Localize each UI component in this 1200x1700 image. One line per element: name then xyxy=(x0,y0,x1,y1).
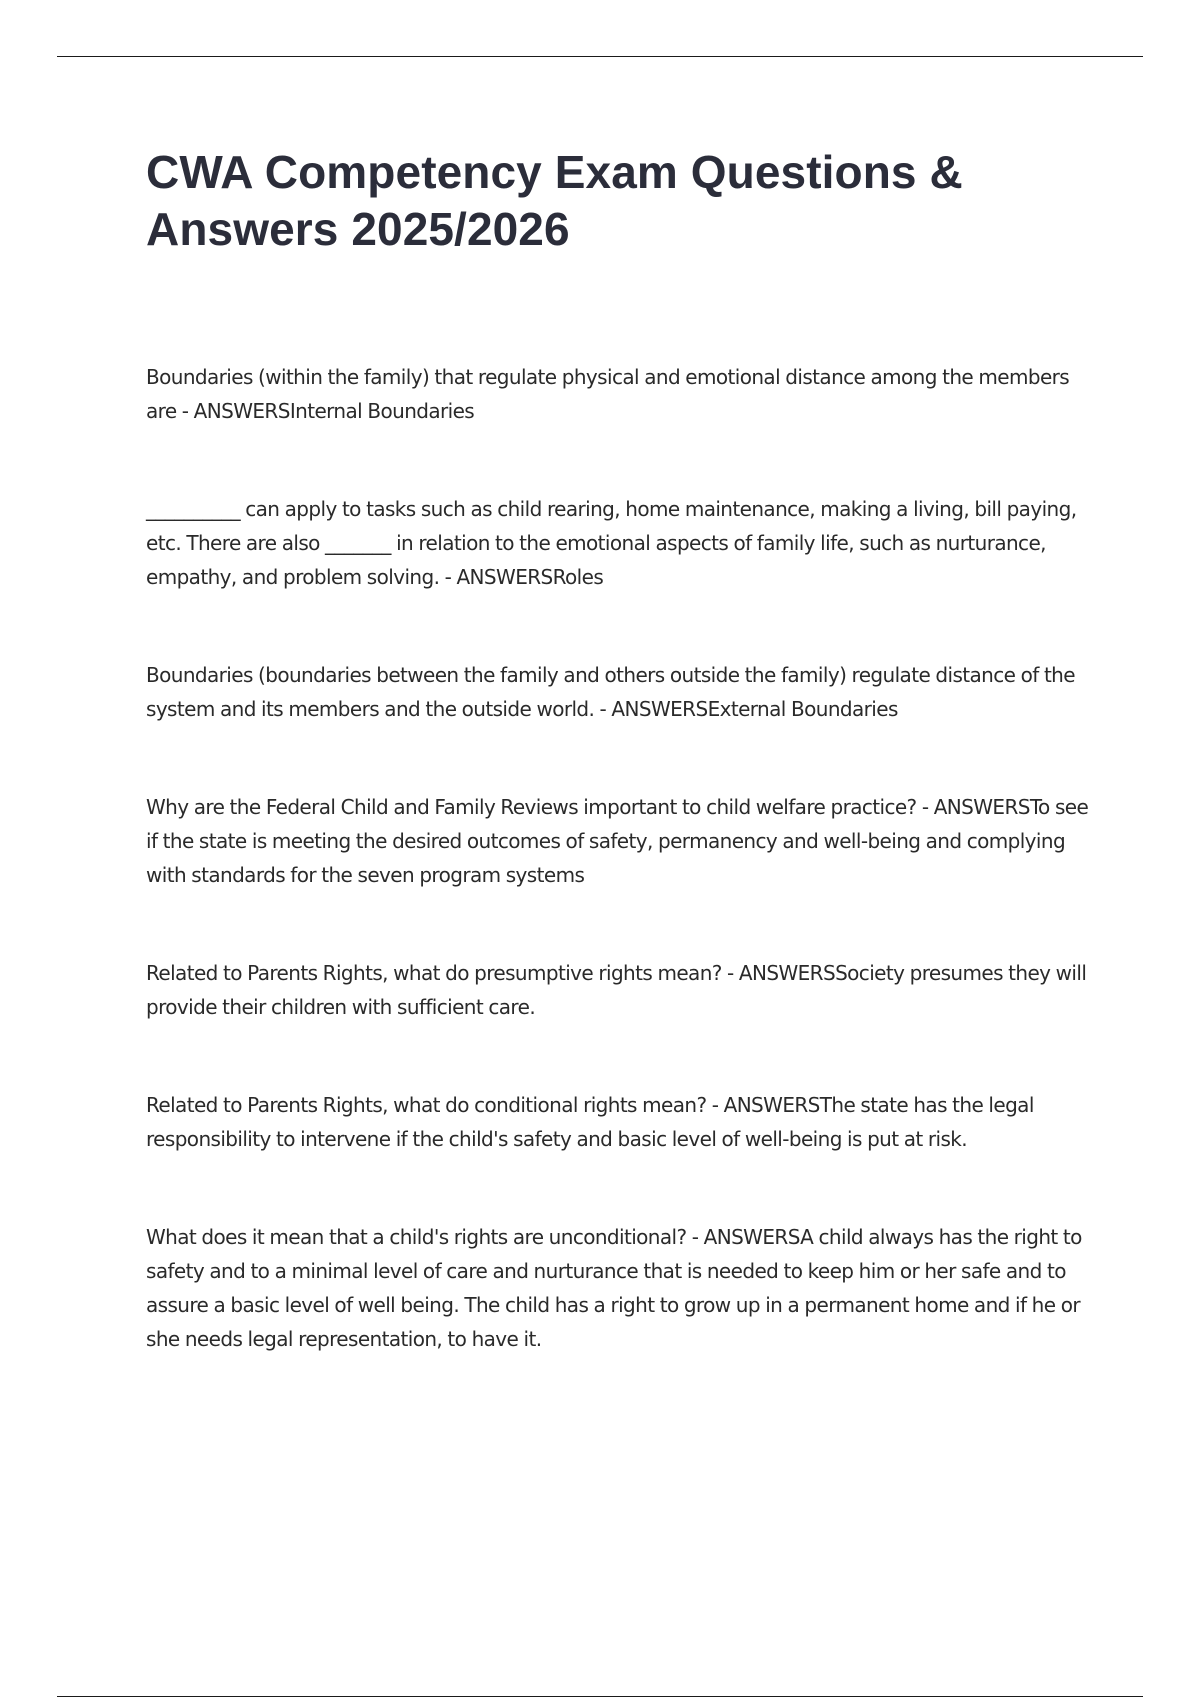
answer-separator: - ANSWERS xyxy=(686,1225,801,1249)
answer-separator: - ANSWERS xyxy=(594,697,708,721)
qa-item xyxy=(146,360,1096,428)
question-text: Why are the Federal Child and Family Reviews important to child welfare practice? xyxy=(146,795,917,819)
answer-text: External Boundaries xyxy=(707,697,898,721)
answer-text: The state has the legal responsibility to intervene if the child's safety and basic level of well-being is put at risk. xyxy=(146,1093,1034,1151)
qa-item xyxy=(146,1088,1096,1156)
answer-text: Roles xyxy=(552,565,604,589)
answer-separator: - ANSWERS xyxy=(176,399,290,423)
answer-separator: - ANSWERS xyxy=(706,1093,820,1117)
qa-list xyxy=(146,360,1096,1356)
qa-item xyxy=(146,956,1096,1024)
question-text: Related to Parents Rights, what do conditional rights mean? xyxy=(146,1093,707,1117)
question-text: Boundaries (within the family) that regulate physical and emotional distance among the members are xyxy=(146,365,1070,423)
answer-text: Society presumes they will provide their children with sufficient care. xyxy=(146,961,1087,1019)
document-title: CWA Competency Exam Questions & Answers 2025/2026 xyxy=(146,146,963,255)
answer-separator: - ANSWERS xyxy=(439,565,553,589)
bottom-rule xyxy=(57,1696,1143,1697)
question-text: Boundaries (boundaries between the family and others outside the family) regulate distance of the system and its members and the outside world. xyxy=(146,663,1075,721)
question-text: __________ can apply to tasks such as child rearing, home maintenance, making a living, bill paying, etc. There are also _______ in relation to the emotional aspects of family life, such as nurturance, empathy, and problem solving. xyxy=(146,497,1077,589)
answer-text: A child always has the right to safety and to a minimal level of care and nurturance that is needed to keep him or her safe and to assure a basic level of well being. The child has a right to grow up in a permanent home and if he or she needs legal representation, to have it. xyxy=(146,1225,1082,1351)
question-text: Related to Parents Rights, what do presumptive rights mean? xyxy=(146,961,722,985)
qa-item xyxy=(146,492,1096,594)
answer-text: To see if the state is meeting the desired outcomes of safety, permanency and well-being and complying with standards for the seven program systems xyxy=(146,795,1089,887)
qa-item xyxy=(146,790,1096,892)
document-body xyxy=(146,144,1096,1420)
qa-item xyxy=(146,658,1096,726)
qa-item xyxy=(146,1220,1096,1356)
top-rule xyxy=(57,56,1143,57)
answer-separator: - ANSWERS xyxy=(916,795,1030,819)
question-text: What does it mean that a child's rights are unconditional? xyxy=(146,1225,687,1249)
answer-text: Internal Boundaries xyxy=(289,399,475,423)
answer-separator: - ANSWERS xyxy=(721,961,836,985)
